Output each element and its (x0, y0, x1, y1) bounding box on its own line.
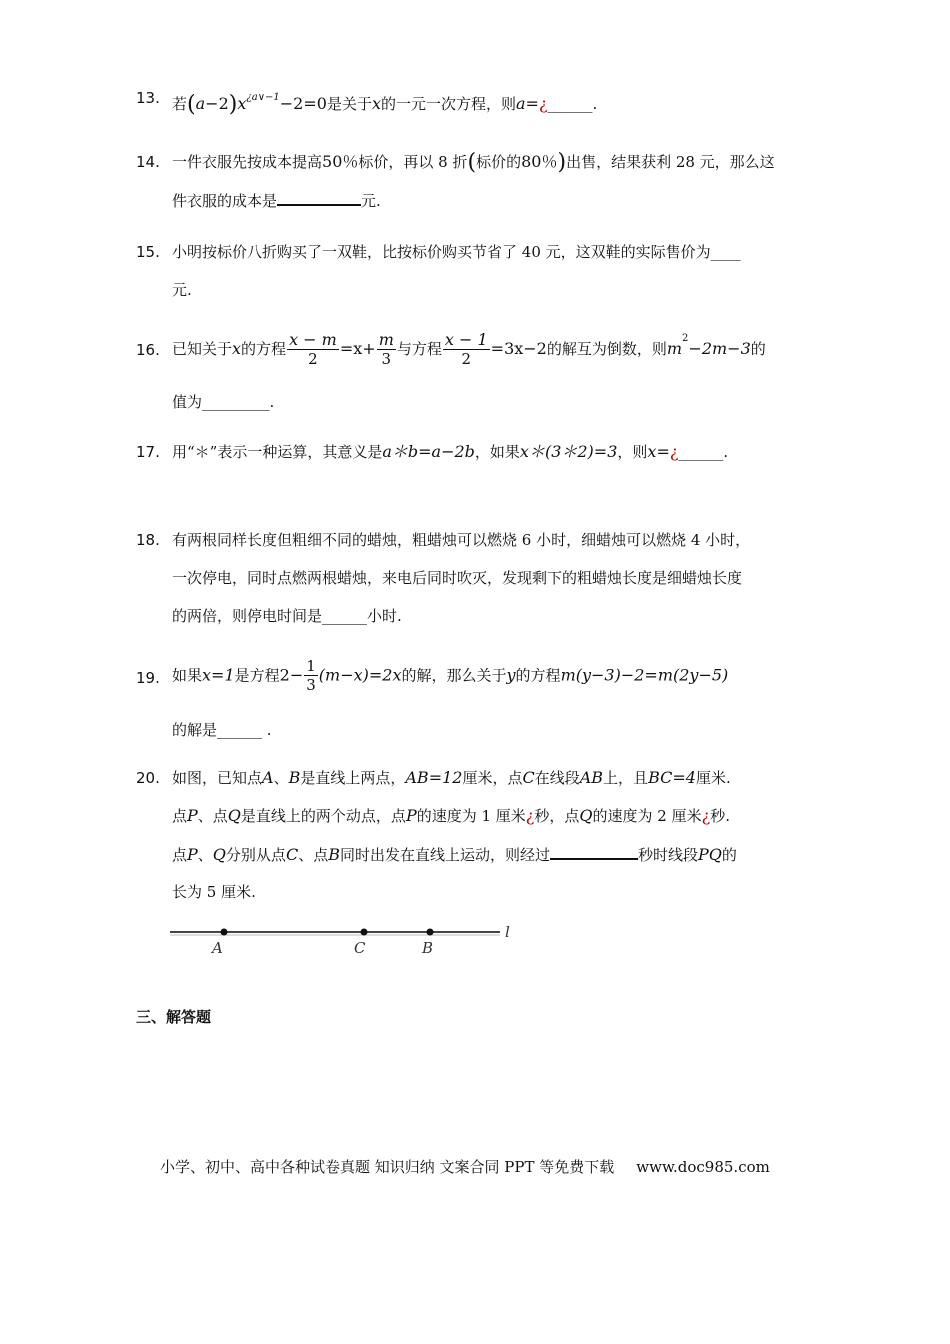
question-line: 一件衣服先按成本提高50％标价，再以 8 折(标价的80％)出售，结果获利 28 元，那么这 (172, 150, 775, 175)
label-l: l (505, 923, 510, 941)
question-line: 值为_________. (172, 393, 275, 411)
fraction: $\frac{x - m}{2}$ (289, 329, 337, 368)
point-a (221, 929, 228, 936)
footer-text: 小学、初中、高中各种试卷真题 知识归纳 文案合同 PPT 等免费下载 (160, 1158, 615, 1176)
question-number: 14. (136, 153, 160, 171)
question-line: 的解是______ . (172, 721, 272, 739)
question-line: 有两根同样长度但粗细不同的蜡烛，粗蜡烛可以燃烧 6 小时，细蜡烛可以燃烧 4 小时， (172, 531, 751, 549)
point-c (361, 929, 368, 936)
line-segment-figure (168, 920, 513, 960)
question-number: 19. (136, 669, 160, 687)
point-b (427, 929, 434, 936)
fraction: $\frac{m}{3}$ (378, 329, 394, 368)
question-line: 若$(a-2)x^{¿a\vee-1}-2=0$是关于x的一元一次方程，则a=¿______. (172, 92, 598, 117)
question-line: 如果x=1是方程2− $\frac{1}{3}$ (m−x)=2x的解，那么关于y的方程m(y−3)−2=m(2y−5) (172, 657, 729, 694)
question-line: 用“＊”表示一种运算，其意义是a＊b=a−2b，如果x＊(3＊2)=3，则x=¿______. (172, 442, 729, 461)
label-a: A (212, 939, 223, 957)
question-line: 件衣服的成本是 元. (172, 192, 381, 210)
question-number: 16. (136, 341, 160, 359)
fraction: $\frac{1}{3}$ (306, 657, 316, 694)
question-line: 点P、Q分别从点C、点B同时出发在直线上运动，则经过 秒时线段PQ的 (172, 845, 737, 864)
fraction: $\frac{x - 1}{2}$ (444, 329, 488, 368)
answer-blank: ______. (678, 443, 729, 461)
question-line: 已知关于x的方程 $\frac{x - m}{2}$ =x+ $\frac{m}{3}$ 与方程 $\frac{x - 1}{2}$ =3x−2的解互为倒数，则$m^2-2m-3$的 (172, 329, 766, 368)
question-number: 13. (136, 89, 160, 107)
question-line: 的两倍，则停电时间是______小时. (172, 607, 402, 625)
label-c: C (354, 939, 366, 957)
answer-blank (277, 190, 361, 206)
question-line: 长为 5 厘米. (172, 883, 256, 901)
question-number: 15. (136, 243, 160, 261)
answer-blank (550, 844, 638, 860)
question-number: 17. (136, 443, 160, 461)
section-title: 三、解答题 (136, 1008, 212, 1026)
answer-blank: ______ (547, 95, 593, 113)
footer (160, 1156, 770, 1177)
question-line: 一次停电，同时点燃两根蜡烛，来电后同时吹灭，发现剩下的粗蜡烛长度是细蜡烛长度 (172, 569, 743, 587)
question-line: 元. (172, 281, 192, 299)
label-b: B (422, 939, 434, 957)
question-number: 20. (136, 769, 160, 787)
question-line: 如图，已知点A、B是直线上两点，AB=12厘米，点C在线段AB上，且BC=4厘米. (172, 768, 731, 787)
footer-url[interactable]: www.doc985.com (636, 1158, 770, 1176)
question-line: 点P、点Q是直线上的两个动点，点P的速度为 1 厘米¿秒，点Q的速度为 2 厘米¿秒. (172, 806, 730, 825)
question-number: 18. (136, 531, 160, 549)
question-line: 小明按标价八折购买了一双鞋，比按标价购买节省了 40 元，这双鞋的实际售价为____ (172, 243, 741, 261)
